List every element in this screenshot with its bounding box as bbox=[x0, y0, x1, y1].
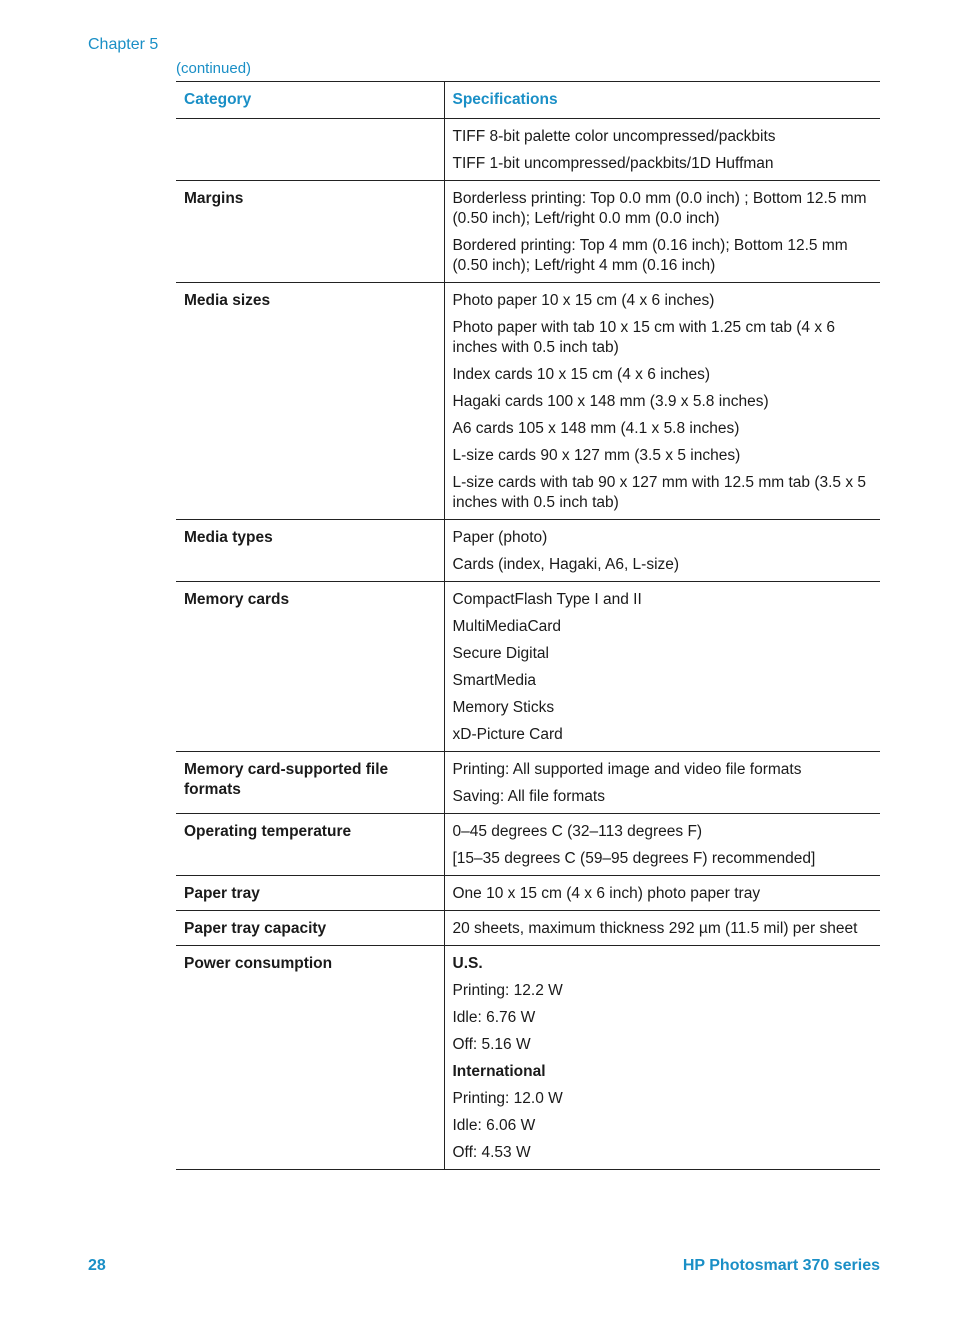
table-row bbox=[176, 814, 880, 876]
spec-line: Off: 4.53 W bbox=[452, 1144, 531, 1161]
specifications-cell bbox=[444, 876, 880, 911]
table-row bbox=[176, 283, 880, 520]
specifications-cell bbox=[444, 520, 880, 582]
chapter-label: Chapter 5 bbox=[88, 36, 159, 53]
spec-line: MultiMediaCard bbox=[452, 618, 562, 635]
column-header-specifications: Specifications bbox=[444, 82, 880, 119]
table-row bbox=[176, 582, 880, 752]
spec-line: SmartMedia bbox=[452, 672, 537, 689]
category-cell bbox=[176, 119, 444, 181]
spec-line: Saving: All file formats bbox=[452, 788, 605, 805]
table-header-row bbox=[176, 82, 880, 119]
spec-line: TIFF 8-bit palette color uncompressed/packbits bbox=[452, 128, 776, 145]
spec-line: Bordered printing: Top 4 mm (0.16 inch); Bottom 12.5 mm (0.50 inch); Left/right 4 mm (0.16 inch) bbox=[452, 237, 848, 274]
specifications-cell bbox=[444, 814, 880, 876]
table-row bbox=[176, 119, 880, 181]
table-row bbox=[176, 946, 880, 1170]
specifications-cell bbox=[444, 946, 880, 1170]
specifications-cell bbox=[444, 911, 880, 946]
spec-line: Hagaki cards 100 x 148 mm (3.9 x 5.8 inches) bbox=[452, 393, 769, 410]
spec-line: Secure Digital bbox=[452, 645, 549, 662]
spec-line: xD-Picture Card bbox=[452, 726, 563, 743]
page-number: 28 bbox=[88, 1257, 106, 1274]
spec-line: 20 sheets, maximum thickness 292 µm (11.5 mil) per sheet bbox=[452, 920, 858, 937]
specifications-cell bbox=[444, 119, 880, 181]
spec-line: Cards (index, Hagaki, A6, L-size) bbox=[452, 556, 680, 573]
specifications-cell bbox=[444, 752, 880, 814]
spec-line: Printing: 12.2 W bbox=[452, 982, 563, 999]
spec-line: Idle: 6.06 W bbox=[452, 1117, 536, 1134]
table-row bbox=[176, 911, 880, 946]
spec-line: Photo paper 10 x 15 cm (4 x 6 inches) bbox=[452, 292, 715, 309]
category-cell: Memory cards bbox=[176, 582, 444, 752]
category-cell: Margins bbox=[176, 181, 444, 283]
specifications-cell bbox=[444, 181, 880, 283]
category-cell: Paper tray bbox=[176, 876, 444, 911]
spec-line: L-size cards with tab 90 x 127 mm with 12.5 mm tab (3.5 x 5 inches with 0.5 inch tab) bbox=[452, 474, 867, 511]
spec-line: One 10 x 15 cm (4 x 6 inch) photo paper tray bbox=[452, 885, 761, 902]
spec-line: Index cards 10 x 15 cm (4 x 6 inches) bbox=[452, 366, 711, 383]
spec-line: Printing: All supported image and video file formats bbox=[452, 761, 802, 778]
specifications-cell bbox=[444, 283, 880, 520]
table-row bbox=[176, 752, 880, 814]
column-header-category: Category bbox=[176, 82, 444, 119]
table-row bbox=[176, 876, 880, 911]
spec-subheading: U.S. bbox=[452, 955, 483, 972]
table-body bbox=[176, 119, 880, 1170]
table-row bbox=[176, 181, 880, 283]
spec-line: CompactFlash Type I and II bbox=[452, 591, 642, 608]
category-cell: Media sizes bbox=[176, 283, 444, 520]
continued-label: (continued) bbox=[176, 60, 252, 77]
spec-line: Borderless printing: Top 0.0 mm (0.0 inch) ; Bottom 12.5 mm (0.50 inch); Left/right 0.0 mm (0.0 inch) bbox=[452, 190, 867, 227]
spec-line: Photo paper with tab 10 x 15 cm with 1.25 cm tab (4 x 6 inches with 0.5 inch tab) bbox=[452, 319, 836, 356]
spec-line: Paper (photo) bbox=[452, 529, 548, 546]
spec-line: L-size cards 90 x 127 mm (3.5 x 5 inches) bbox=[452, 447, 741, 464]
spec-subheading: International bbox=[452, 1063, 546, 1080]
spec-line: Memory Sticks bbox=[452, 699, 555, 716]
category-cell: Paper tray capacity bbox=[176, 911, 444, 946]
category-cell: Memory card-supported file formats bbox=[176, 752, 444, 814]
product-name: HP Photosmart 370 series bbox=[682, 1257, 880, 1274]
specifications-table bbox=[176, 81, 880, 1170]
spec-line: A6 cards 105 x 148 mm (4.1 x 5.8 inches) bbox=[452, 420, 740, 437]
category-cell: Operating temperature bbox=[176, 814, 444, 876]
spec-line: [15–35 degrees C (59–95 degrees F) recommended] bbox=[452, 850, 816, 867]
table-row bbox=[176, 520, 880, 582]
spec-line: Idle: 6.76 W bbox=[452, 1009, 536, 1026]
category-cell: Media types bbox=[176, 520, 444, 582]
category-cell: Power consumption bbox=[176, 946, 444, 1170]
specifications-cell bbox=[444, 582, 880, 752]
spec-line: 0–45 degrees C (32–113 degrees F) bbox=[452, 823, 703, 840]
spec-line: Off: 5.16 W bbox=[452, 1036, 531, 1053]
spec-line: Printing: 12.0 W bbox=[452, 1090, 563, 1107]
spec-line: TIFF 1-bit uncompressed/packbits/1D Huffman bbox=[452, 155, 774, 172]
